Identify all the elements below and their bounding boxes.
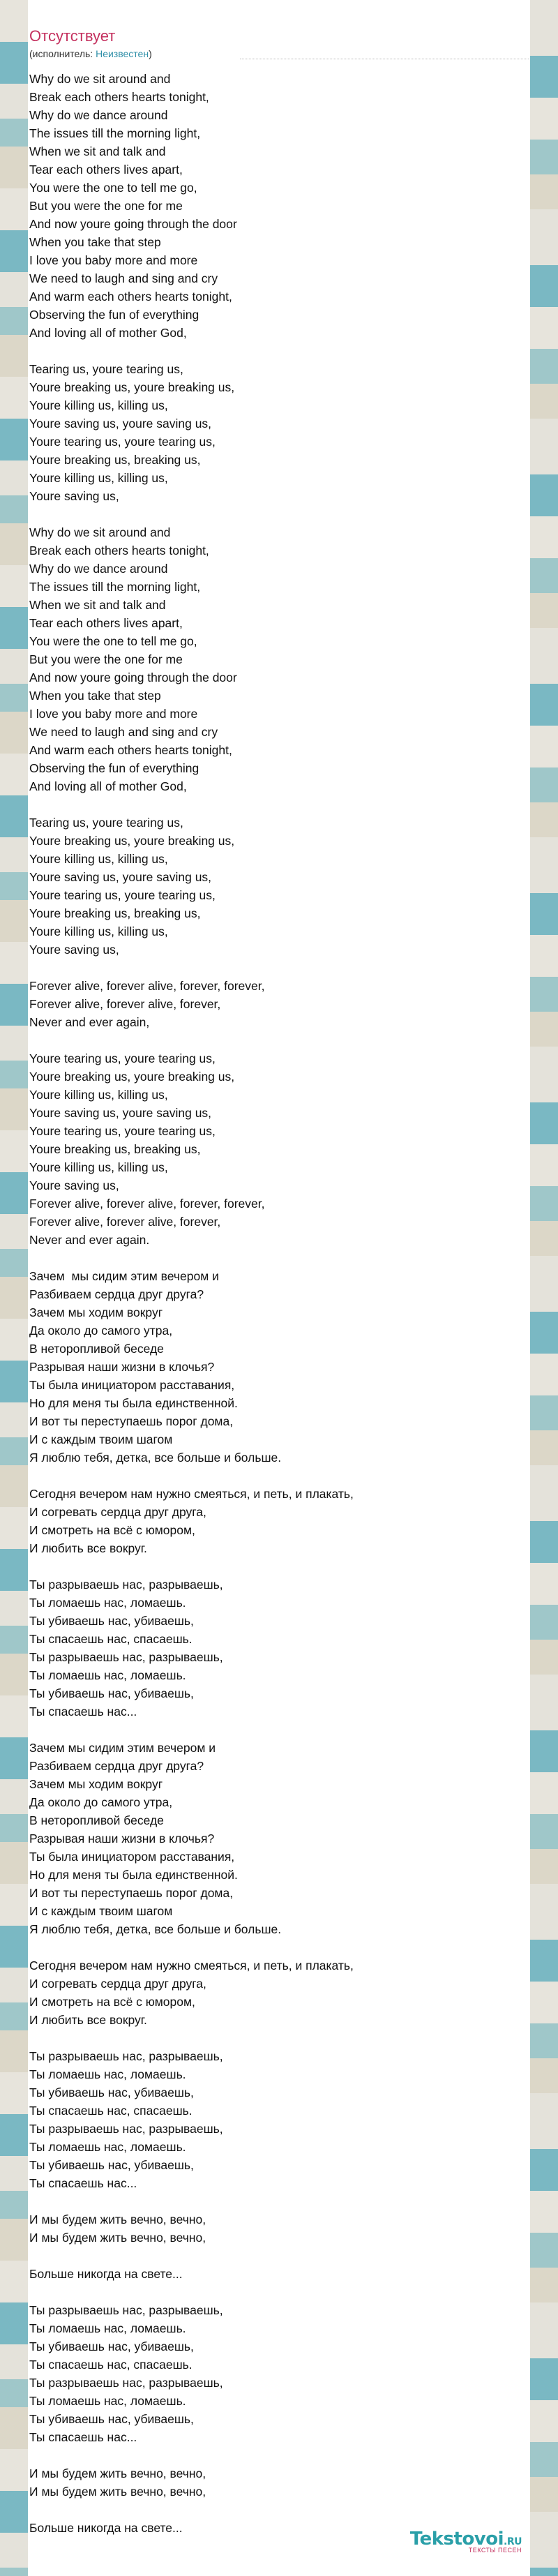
stanza-break [29, 2501, 529, 2519]
stanza-break [29, 505, 529, 523]
stanza-break [29, 2247, 529, 2265]
header-divider [240, 59, 529, 60]
lyric-line: И мы будем жить вечно, вечно, [29, 2212, 206, 2226]
lyric-line: И согревать сердца друг друга, [29, 1977, 206, 1991]
lyric-line: Tear each others lives apart, [29, 163, 183, 177]
lyric-line: Больше никогда на свете... [29, 2521, 183, 2535]
lyric-line: We need to laugh and sing and cry [29, 271, 218, 285]
lyric-line: Youre killing us, killing us, [29, 471, 168, 485]
stanza-break [29, 795, 529, 814]
lyric-line: И с каждым твоим шагом [29, 1904, 173, 1918]
lyric-line: Ты спасаешь нас, спасаешь. [29, 2358, 193, 2372]
lyric-line: Why do we sit around and [29, 525, 171, 539]
lyric-line: Да около до самого утра, [29, 1795, 173, 1809]
lyric-line: When we sit and talk and [29, 144, 166, 158]
lyric-line: Зачем мы сидим этим вечером и [29, 1741, 216, 1755]
lyric-line: You were the one to tell me go, [29, 181, 197, 195]
lyric-line: Youre breaking us, breaking us, [29, 1142, 201, 1156]
left-decorative-stripes [0, 0, 28, 2576]
stanza-break [29, 1031, 529, 1049]
lyric-line: The issues till the morning light, [29, 580, 201, 594]
lyric-line: Ты разрываешь нас, разрываешь, [29, 1578, 223, 1592]
lyric-line: I love you baby more and more [29, 253, 198, 267]
lyric-line: Зачем мы ходим вокруг [29, 1777, 163, 1791]
lyric-line: And loving all of mother God, [29, 326, 187, 340]
lyric-line: When you take that step [29, 235, 161, 249]
lyric-line: Break each others hearts tonight, [29, 544, 209, 557]
stanza-break [29, 2446, 529, 2464]
lyric-line: Youre killing us, killing us, [29, 1160, 168, 1174]
lyric-line: Ты была инициатором расставания, [29, 1850, 235, 1864]
lyric-line: Youre tearing us, youre tearing us, [29, 1051, 216, 1065]
lyric-line: Зачем мы сидим этим вечером и [29, 1269, 219, 1283]
lyric-line: Ты ломаешь нас, ломаешь. [29, 1668, 186, 1682]
lyric-line: I love you baby more and more [29, 707, 198, 721]
lyric-line: Youre saving us, [29, 1178, 119, 1192]
lyric-line: Break each others hearts tonight, [29, 90, 209, 104]
lyric-line: И любить все вокруг. [29, 1541, 147, 1555]
lyric-line: И вот ты переступаешь порог дома, [29, 1886, 234, 1900]
lyric-line: И мы будем жить вечно, вечно, [29, 2231, 206, 2245]
lyric-line: Youre saving us, youre saving us, [29, 870, 212, 884]
logo-brand-name: Tekstovoi [409, 2529, 504, 2549]
lyric-line: Forever alive, forever alive, forever, forever, [29, 979, 265, 993]
stanza-break [29, 1557, 529, 1575]
lyric-line: Youre tearing us, youre tearing us, [29, 1124, 216, 1138]
lyric-line: Youre tearing us, youre tearing us, [29, 888, 216, 902]
performer-link[interactable]: Неизвестен [96, 48, 149, 59]
lyric-line: Youre killing us, killing us, [29, 924, 168, 938]
lyric-line: You were the one to tell me go, [29, 634, 197, 648]
lyric-line: И вот ты переступаешь порог дома, [29, 1414, 234, 1428]
lyric-line: Why do we dance around [29, 562, 168, 576]
lyric-line: Ты ломаешь нас, ломаешь. [29, 2067, 186, 2081]
lyric-line: Ты ломаешь нас, ломаешь. [29, 2140, 186, 2154]
lyric-line: When you take that step [29, 689, 161, 703]
lyric-line: Youre breaking us, breaking us, [29, 453, 201, 467]
lyric-line: And loving all of mother God, [29, 779, 187, 793]
stanza-break [29, 959, 529, 977]
lyric-line: Ты спасаешь нас, спасаешь. [29, 1632, 193, 1646]
lyric-line: Я люблю тебя, детка, все больше и больше. [29, 1922, 282, 1936]
lyric-line: Ты ломаешь нас, ломаешь. [29, 1596, 186, 1610]
lyric-line: Youre killing us, killing us, [29, 852, 168, 866]
lyric-line: Youre breaking us, youre breaking us, [29, 1070, 235, 1084]
stanza-break [29, 2192, 529, 2210]
lyric-line: Ты разрываешь нас, разрываешь, [29, 2049, 223, 2063]
lyric-line: Observing the fun of everything [29, 308, 199, 322]
lyric-line: Разбиваем сердца друг друга? [29, 1287, 204, 1301]
lyric-line: Ты разрываешь нас, разрываешь, [29, 1650, 223, 1664]
lyric-line: Youre breaking us, youre breaking us, [29, 380, 235, 394]
lyric-line: And now youre going through the door [29, 217, 237, 231]
lyric-line: Ты спасаешь нас, спасаешь. [29, 2104, 193, 2118]
performer-suffix: ) [149, 48, 152, 59]
lyric-line: В неторопливой беседе [29, 1342, 164, 1356]
lyric-line: Youre killing us, killing us, [29, 1088, 168, 1102]
lyric-line: Never and ever again. [29, 1233, 150, 1247]
lyric-line: Why do we sit around and [29, 72, 171, 86]
lyric-line: Разрывая наши жизни в клочья? [29, 1832, 215, 1845]
lyric-line: Observing the fun of everything [29, 761, 199, 775]
lyric-line: Сегодня вечером нам нужно смеяться, и петь, и плакать, [29, 1487, 354, 1501]
stanza-break [29, 1249, 529, 1267]
lyric-line: Ты убиваешь нас, убиваешь, [29, 2339, 194, 2353]
lyric-line: And warm each others hearts tonight, [29, 290, 232, 304]
lyric-line: Ты спасаешь нас... [29, 2430, 137, 2444]
lyric-line: Зачем мы ходим вокруг [29, 1305, 163, 1319]
song-title: Отсутствует [29, 27, 116, 45]
lyric-line: And warm each others hearts tonight, [29, 743, 232, 757]
lyric-line: Я люблю тебя, детка, все больше и больше. [29, 1451, 282, 1465]
lyric-line: Ты разрываешь нас, разрываешь, [29, 2303, 223, 2317]
lyric-line: В неторопливой беседе [29, 1813, 164, 1827]
lyric-line: И мы будем жить вечно, вечно, [29, 2466, 206, 2480]
stanza-break [29, 342, 529, 360]
lyric-line: Youre saving us, [29, 489, 119, 503]
lyric-line: Ты ломаешь нас, ломаешь. [29, 2321, 186, 2335]
lyric-line: And now youre going through the door [29, 671, 237, 684]
logo-tagline: ТЕКСТЫ ПЕСЕН [468, 2547, 522, 2554]
lyric-line: Why do we dance around [29, 108, 168, 122]
lyric-line: Youre breaking us, breaking us, [29, 906, 201, 920]
lyrics-page [28, 0, 530, 2576]
stanza-break [29, 1467, 529, 1485]
right-decorative-stripes [530, 0, 558, 2576]
lyric-line: Ты ломаешь нас, ломаешь. [29, 2394, 186, 2408]
lyric-line: Но для меня ты была единственной. [29, 1396, 238, 1410]
lyric-line: Tearing us, youre tearing us, [29, 362, 183, 376]
lyric-line: И смотреть на всё с юмором, [29, 1995, 195, 2009]
lyric-line: Ты убиваешь нас, убиваешь, [29, 2158, 194, 2172]
logo-tld: .RU [504, 2536, 522, 2547]
performer-prefix: (исполнитель: [29, 48, 96, 59]
stanza-break [29, 2283, 529, 2301]
lyric-line: И с каждым твоим шагом [29, 1432, 173, 1446]
lyric-line: Forever alive, forever alive, forever, forever, [29, 1197, 265, 1211]
stanza-break [29, 2029, 529, 2047]
lyric-line: The issues till the morning light, [29, 126, 201, 140]
lyric-line: Ты убиваешь нас, убиваешь, [29, 1686, 194, 1700]
lyric-line: Forever alive, forever alive, forever, [29, 997, 221, 1011]
lyric-line: Forever alive, forever alive, forever, [29, 1215, 221, 1229]
lyric-line: Но для меня ты была единственной. [29, 1868, 238, 1882]
lyric-line: But you were the one for me [29, 199, 183, 213]
lyric-line: Разбиваем сердца друг друга? [29, 1759, 204, 1773]
lyric-line: Больше никогда на свете... [29, 2267, 183, 2281]
stanza-break [29, 1938, 529, 1956]
lyric-line: Never and ever again, [29, 1015, 150, 1029]
lyric-line: We need to laugh and sing and cry [29, 725, 218, 739]
stanza-break [29, 1721, 529, 1739]
song-header [29, 0, 529, 60]
lyric-line: Ты спасаешь нас... [29, 2176, 137, 2190]
lyric-line: Ты была инициатором расставания, [29, 1378, 235, 1392]
lyric-line: When we sit and talk and [29, 598, 166, 612]
lyric-line: Ты спасаешь нас... [29, 1705, 137, 1718]
lyric-line: Youre killing us, killing us, [29, 398, 168, 412]
lyric-line: Да около до самого утра, [29, 1324, 173, 1338]
lyric-line: Разрывая наши жизни в клочья? [29, 1360, 215, 1374]
lyric-line: Ты убиваешь нас, убиваешь, [29, 2412, 194, 2426]
lyric-line: И смотреть на всё с юмором, [29, 1523, 195, 1537]
lyric-line: Ты убиваешь нас, убиваешь, [29, 1614, 194, 1628]
lyric-line: И мы будем жить вечно, вечно, [29, 2485, 206, 2499]
lyric-line: Youre saving us, [29, 943, 119, 957]
lyric-line: Youre saving us, youre saving us, [29, 417, 212, 430]
lyric-line: Ты разрываешь нас, разрываешь, [29, 2376, 223, 2390]
lyric-line: И любить все вокруг. [29, 2013, 147, 2027]
lyric-line: Сегодня вечером нам нужно смеяться, и петь, и плакать, [29, 1959, 354, 1972]
lyric-line: Ты разрываешь нас, разрываешь, [29, 2122, 223, 2136]
lyric-line: Ты убиваешь нас, убиваешь, [29, 2085, 194, 2099]
lyric-line: Youre tearing us, youre tearing us, [29, 435, 216, 449]
lyrics-text [29, 70, 529, 2537]
lyric-line: Tear each others lives apart, [29, 616, 183, 630]
lyric-line: Youre saving us, youre saving us, [29, 1106, 212, 1120]
lyric-line: Youre breaking us, youre breaking us, [29, 834, 235, 848]
lyric-line: И согревать сердца друг друга, [29, 1505, 206, 1519]
site-logo[interactable] [410, 2529, 522, 2554]
lyric-line: But you were the one for me [29, 652, 183, 666]
lyric-line: Tearing us, youre tearing us, [29, 816, 183, 830]
